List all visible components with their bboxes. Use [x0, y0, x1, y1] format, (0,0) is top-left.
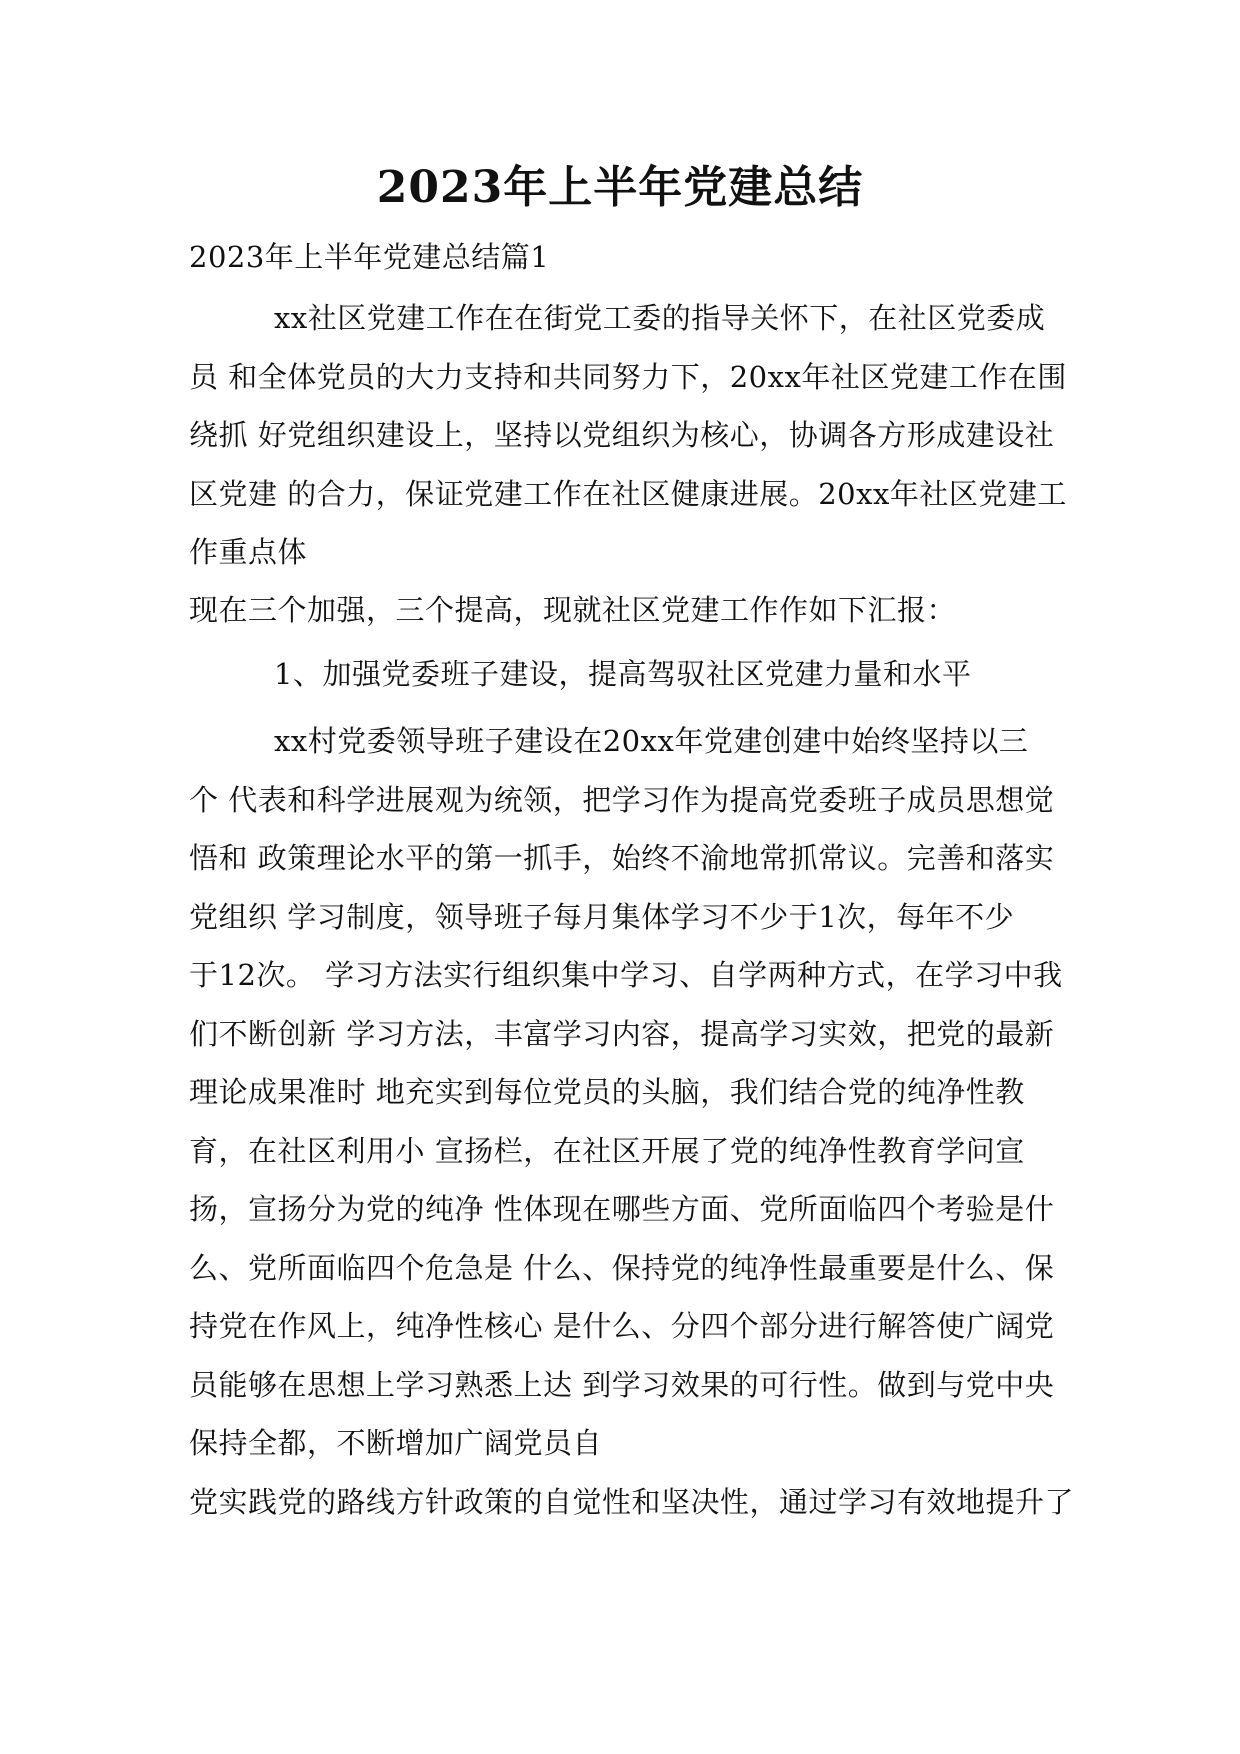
paragraph-line: 扬，宣扬分为党的纯净 性体现在哪些方面、党所面临四个考验是什 [189, 1192, 1055, 1226]
paragraph-line: 区党建 的合力，保证党建工作在社区健康进展。20xx年社区党建工 [189, 476, 1067, 511]
paragraph-line: 绕抓 好党组织建设上，坚持以党组织为核心，协调各方形成建设社 [189, 418, 1055, 452]
paragraph-line: 个 代表和科学进展观为统领，把学习作为提高党委班子成员思想觉 [189, 782, 1055, 817]
paragraph-report-intro [189, 581, 1069, 640]
paragraph-line: xx社区党建工作在在街党工委的指导关怀下，在社区党委成 [274, 301, 1046, 335]
paragraph-line: xx村党委领导班子建设在20xx年党建创建中始终坚持以三 [274, 724, 1029, 758]
heading-line: 1、加强党委班子建设，提高驾驭社区党建力量和水平 [274, 657, 972, 691]
paragraph-line: 党组织 学习制度，领导班子每月集体学习不少于1次，每年不少 [189, 899, 1015, 934]
subtitle-line: 2023年上半年党建总结篇1 [189, 240, 550, 274]
paragraph-line: 保持全都，不断增加广阔党员自 [189, 1426, 603, 1460]
document-title: 2023年上半年党建总结 [376, 162, 864, 213]
paragraph-line: 们不断创新 学习方法，丰富学习内容，提高学习实效，把党的最新 [189, 1016, 1055, 1051]
paragraph-line: 员能够在思想上学习熟悉上达 到学习效果的可行性。做到与党中央 [189, 1367, 1055, 1402]
section-heading [189, 645, 1069, 704]
paragraph-line: 员 和全体党员的大力支持和共同努力下，20xx年社区党建工作在围 [189, 359, 1067, 394]
paragraph-practice [189, 1473, 1075, 1532]
paragraph-line: 么、党所面临四个危急是 什么、保持党的纯净性最重要是什么、保 [189, 1250, 1055, 1285]
paragraph-line: 作重点体 [189, 535, 308, 569]
paragraph-study [189, 712, 1069, 1473]
section-subtitle [189, 228, 1069, 287]
paragraph-line: 持党在作风上，纯净性核心 是什么、分四个部分进行解答使广阔党 [189, 1309, 1055, 1343]
paragraph-line: 于12次。 学习方法实行组织集中学习、自学两种方式，在学习中我 [189, 958, 1063, 992]
paragraph-line: 现在三个加强，三个提高，现就社区党建工作作如下汇报： [189, 593, 957, 627]
paragraph-intro [189, 289, 1069, 582]
paragraph-line: 理论成果准时 地充实到每位党员的头脑，我们结合党的纯净性教 [189, 1075, 1025, 1109]
paragraph-line: 党实践党的路线方针政策的自觉性和坚决性，通过学习有效地提升了 [189, 1485, 1075, 1519]
paragraph-line: 育，在社区利用小 宣扬栏，在社区开展了党的纯净性教育学问宣 [189, 1133, 1025, 1168]
paragraph-line: 悟和 政策理论水平的第一抓手，始终不渝地常抓常议。完善和落实 [189, 841, 1055, 875]
